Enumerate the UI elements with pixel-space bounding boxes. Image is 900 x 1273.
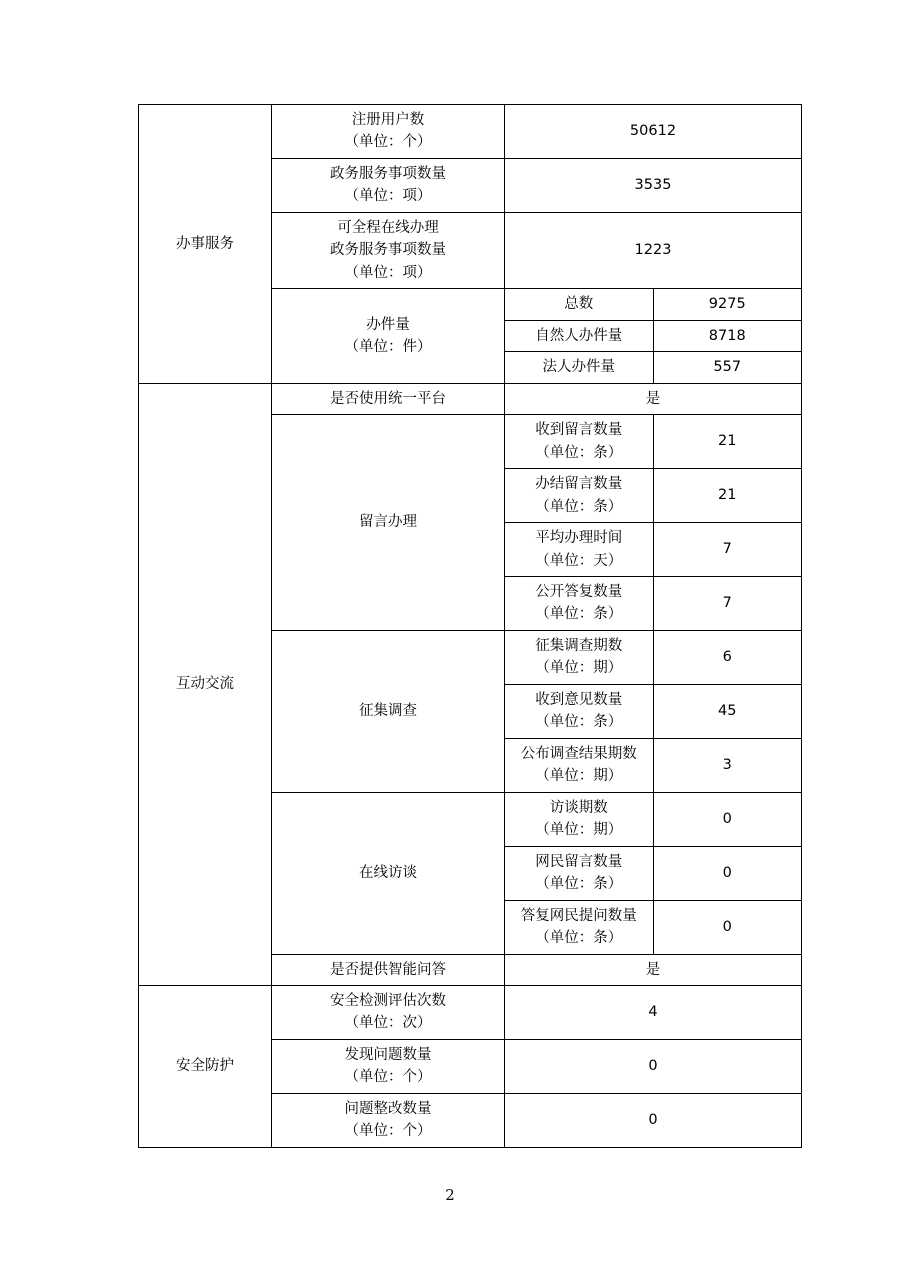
subitem-cell bbox=[505, 900, 654, 954]
subitem-cell bbox=[505, 792, 654, 846]
item-cell bbox=[272, 158, 505, 212]
category-cell-security: 安全防护 bbox=[139, 986, 272, 1148]
item-cell: 征集调查 bbox=[272, 630, 505, 792]
item-cell bbox=[272, 105, 505, 159]
subitem-label-line: 公开答复数量 bbox=[535, 583, 623, 600]
subitem-unit-line: （单位：条） bbox=[535, 876, 623, 893]
item-unit-line: （单位：件） bbox=[344, 338, 432, 355]
subitem-cell bbox=[505, 846, 654, 900]
item-unit-line: （单位：个） bbox=[344, 1123, 432, 1140]
item-label-line: 注册用户数 bbox=[351, 112, 425, 128]
subitem-unit-line: （单位：条） bbox=[535, 444, 623, 461]
value-cell: 0 bbox=[653, 900, 802, 954]
item-cell: 是否提供智能问答 bbox=[272, 954, 505, 985]
subitem-unit-line: （单位：条） bbox=[535, 498, 623, 515]
value-cell: 1223 bbox=[505, 212, 802, 288]
value-cell: 0 bbox=[505, 1093, 802, 1147]
subitem-cell: 自然人办件量 bbox=[505, 320, 654, 351]
value-cell: 0 bbox=[505, 1039, 802, 1093]
subitem-label-line: 访谈期数 bbox=[549, 799, 608, 816]
value-cell: 21 bbox=[653, 415, 802, 469]
item-unit-line: （单位：个） bbox=[344, 134, 432, 151]
value-cell: 7 bbox=[653, 523, 802, 577]
subitem-label-line: 办结留言数量 bbox=[535, 476, 623, 493]
subitem-unit-line: （单位：期） bbox=[535, 768, 623, 785]
category-cell-interaction: 互动交流 bbox=[139, 383, 272, 985]
item-unit-line: （单位：次） bbox=[344, 1015, 432, 1032]
subitem-cell bbox=[505, 415, 654, 469]
table-row bbox=[139, 105, 802, 159]
item-unit-line: （单位：项） bbox=[344, 188, 432, 205]
value-cell: 是 bbox=[505, 954, 802, 985]
value-cell: 45 bbox=[653, 684, 802, 738]
value-cell: 50612 bbox=[505, 105, 802, 159]
item-cell bbox=[272, 289, 505, 383]
value-cell: 0 bbox=[653, 792, 802, 846]
item-label-line: 问题整改数量 bbox=[344, 1100, 432, 1117]
table-row bbox=[139, 383, 802, 414]
item-cell: 在线访谈 bbox=[272, 792, 505, 954]
item-label-line: 发现问题数量 bbox=[344, 1046, 432, 1063]
subitem-unit-line: （单位：条） bbox=[535, 714, 623, 731]
subitem-label-line: 征集调查期数 bbox=[535, 637, 623, 654]
subitem-unit-line: （单位：条） bbox=[535, 930, 623, 947]
table-row bbox=[139, 986, 802, 1040]
item-label-line: 安全检测评估次数 bbox=[330, 993, 446, 1009]
subitem-cell: 法人办件量 bbox=[505, 352, 654, 383]
value-cell: 3535 bbox=[505, 158, 802, 212]
value-cell: 21 bbox=[653, 469, 802, 523]
item-cell: 留言办理 bbox=[272, 415, 505, 631]
item-cell bbox=[272, 1039, 505, 1093]
item-label-line: 政务服务事项数量 bbox=[330, 165, 446, 182]
item-label-line: 政务服务事项数量 bbox=[330, 242, 446, 259]
subitem-unit-line: （单位：条） bbox=[535, 606, 623, 623]
value-cell: 7 bbox=[653, 576, 802, 630]
subitem-label-line: 网民留言数量 bbox=[535, 853, 623, 870]
subitem-label-line: 答复网民提问数量 bbox=[520, 907, 637, 924]
item-cell bbox=[272, 1093, 505, 1147]
category-cell-service: 办事服务 bbox=[139, 105, 272, 384]
item-label-line: 办件量 bbox=[366, 316, 410, 333]
subitem-cell: 总数 bbox=[505, 289, 654, 320]
value-cell: 6 bbox=[653, 630, 802, 684]
report-table-container bbox=[138, 104, 786, 1148]
value-cell: 3 bbox=[653, 738, 802, 792]
subitem-cell bbox=[505, 576, 654, 630]
subitem-label-line: 公布调查结果期数 bbox=[520, 745, 637, 762]
subitem-cell bbox=[505, 738, 654, 792]
subitem-unit-line: （单位：期） bbox=[535, 660, 623, 677]
item-cell bbox=[272, 212, 505, 288]
value-cell: 是 bbox=[505, 383, 802, 414]
subitem-cell bbox=[505, 523, 654, 577]
subitem-unit-line: （单位：天） bbox=[535, 552, 623, 569]
government-website-statistics-table bbox=[138, 104, 802, 1148]
item-unit-line: （单位：个） bbox=[344, 1069, 432, 1086]
item-label-line: 可全程在线办理 bbox=[337, 219, 439, 236]
page-number: 2 bbox=[445, 1186, 455, 1204]
subitem-cell bbox=[505, 630, 654, 684]
value-cell: 8718 bbox=[653, 320, 802, 351]
value-cell: 9275 bbox=[653, 289, 802, 320]
subitem-cell bbox=[505, 684, 654, 738]
item-unit-line: （单位：项） bbox=[344, 264, 432, 281]
value-cell: 4 bbox=[505, 986, 802, 1040]
subitem-cell bbox=[505, 469, 654, 523]
item-cell bbox=[272, 986, 505, 1040]
item-cell: 是否使用统一平台 bbox=[272, 383, 505, 414]
subitem-unit-line: （单位：期） bbox=[535, 822, 623, 839]
subitem-label-line: 收到留言数量 bbox=[535, 422, 623, 439]
value-cell: 557 bbox=[653, 352, 802, 383]
subitem-label-line: 平均办理时间 bbox=[535, 530, 623, 547]
subitem-label-line: 收到意见数量 bbox=[535, 691, 623, 708]
table-body bbox=[139, 105, 802, 1148]
value-cell: 0 bbox=[653, 846, 802, 900]
